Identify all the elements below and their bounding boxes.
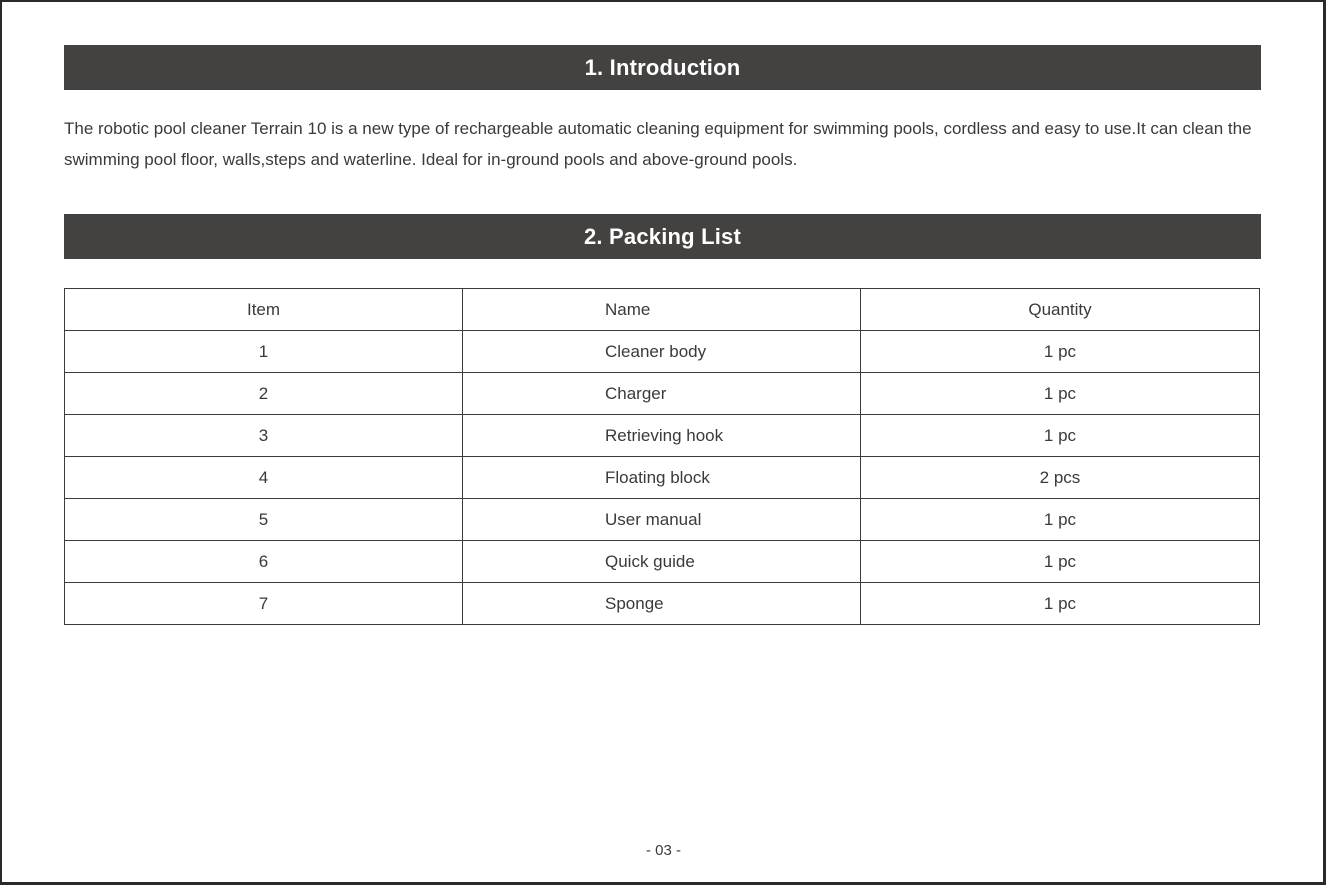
packing-list-table [64, 288, 1260, 625]
item-quantity: 1 pc [861, 583, 1260, 625]
item-name: Sponge [463, 583, 861, 625]
packing-list-heading-text: 2. Packing List [583, 223, 742, 249]
item-quantity: 1 pc [861, 373, 1260, 415]
table-row [65, 583, 1260, 625]
item-name: User manual [463, 499, 861, 541]
introduction-body: The robotic pool cleaner Terrain 10 is a new type of rechargeable automatic cleaning equipment for swimming pools, cordless and easy to use.It can clean the swimming pool floor, walls,steps and waterline. Ideal for in-ground pools and above-ground pools. [64, 119, 1252, 169]
table-row [65, 457, 1260, 499]
item-number: 1 [65, 331, 463, 373]
column-header-name: Name [463, 289, 861, 331]
item-name: Cleaner body [463, 331, 861, 373]
item-name: Retrieving hook [463, 415, 861, 457]
item-name: Floating block [463, 457, 861, 499]
item-quantity: 1 pc [861, 331, 1260, 373]
item-number: 4 [65, 457, 463, 499]
table-header-row [65, 289, 1260, 331]
table-row [65, 415, 1260, 457]
table-row [65, 541, 1260, 583]
item-quantity: 1 pc [861, 541, 1260, 583]
introduction-heading [64, 45, 1261, 90]
item-number: 3 [65, 415, 463, 457]
table-row [65, 373, 1260, 415]
table-row [65, 331, 1260, 373]
page-number: - 03 - [645, 842, 681, 859]
item-name: Quick guide [463, 541, 861, 583]
item-number: 6 [65, 541, 463, 583]
item-quantity: 1 pc [861, 499, 1260, 541]
item-number: 2 [65, 373, 463, 415]
packing-list-heading [64, 214, 1261, 259]
column-header-item: Item [65, 289, 463, 331]
table-row [65, 499, 1260, 541]
item-number: 5 [65, 499, 463, 541]
column-header-quantity: Quantity [861, 289, 1260, 331]
item-name: Charger [463, 373, 861, 415]
item-quantity: 1 pc [861, 415, 1260, 457]
item-quantity: 2 pcs [861, 457, 1260, 499]
item-number: 7 [65, 583, 463, 625]
introduction-heading-text: 1. Introduction [584, 54, 741, 80]
